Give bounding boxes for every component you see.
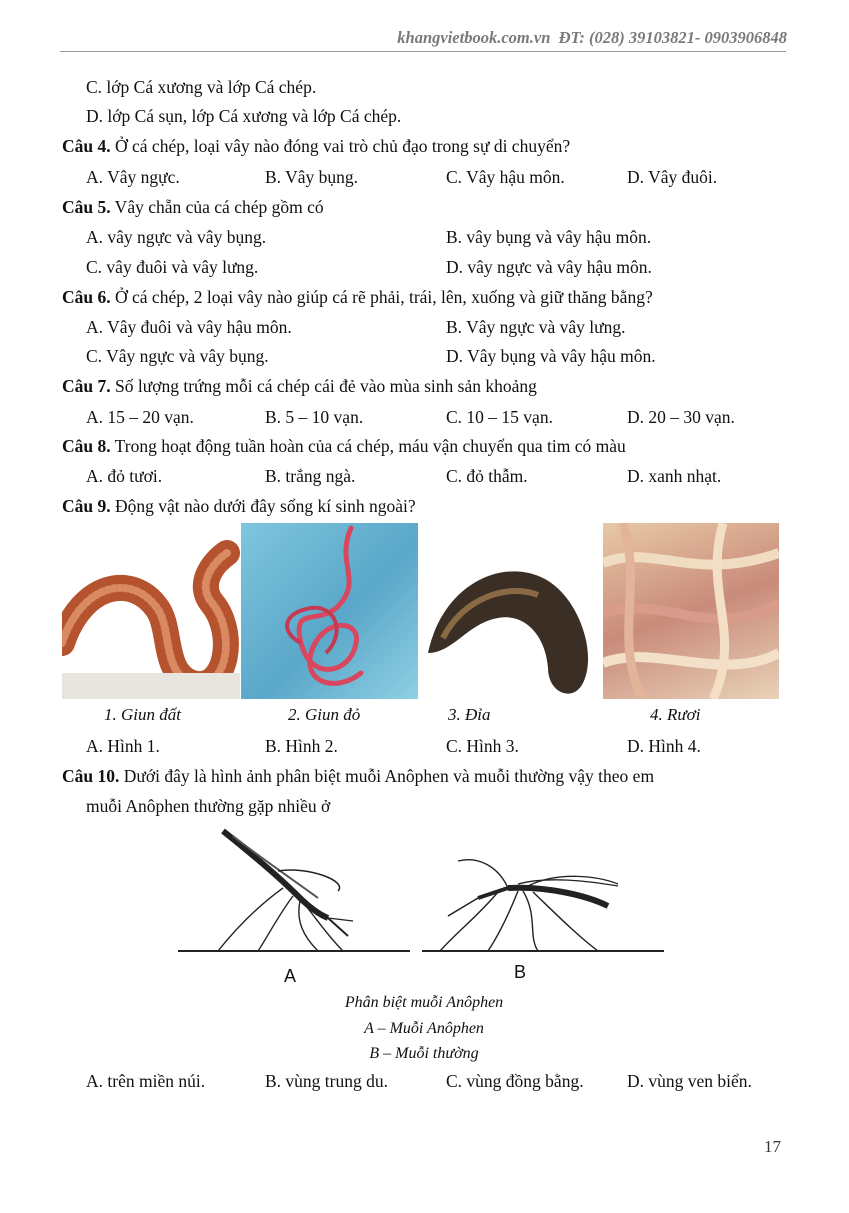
q6-option-b: B. Vây ngực và vây lưng. — [446, 317, 626, 337]
q7-option-b: B. 5 – 10 vạn. — [265, 407, 364, 427]
q8-option-c: C. đỏ thẫm. — [446, 466, 528, 486]
q5-option-c: C. vây đuôi và vây lưng. — [86, 257, 259, 277]
question-6 — [62, 287, 653, 308]
q7-option-d: D. 20 – 30 vạn. — [627, 407, 735, 427]
q4-option-c: C. Vây hậu môn. — [446, 167, 565, 187]
q6-option-d: D. Vây bụng và vây hậu môn. — [446, 346, 656, 366]
q5-text: Vây chẵn của cá chép gồm có — [110, 197, 324, 217]
q9-option-c: C. Hình 3. — [446, 736, 519, 756]
q4-option-b: B. Vây bụng. — [265, 167, 359, 187]
q6-label: Câu 6. — [62, 287, 111, 307]
question-7 — [62, 376, 537, 397]
mosquito-figure — [178, 826, 664, 956]
q10-option-d: D. vùng ven biển. — [627, 1071, 752, 1091]
question-5 — [62, 197, 324, 218]
fig1-caption: 1. Giun đất — [104, 705, 181, 724]
q6-option-c: C. Vây ngực và vây bụng. — [86, 346, 269, 366]
q8-option-d: D. xanh nhạt. — [627, 466, 722, 486]
q10-label: Câu 10. — [62, 766, 120, 786]
fig2-caption: 2. Giun đỏ — [288, 705, 361, 724]
q7-option-c: C. 10 – 15 vạn. — [446, 407, 553, 427]
q6-option-a: A. Vây đuôi và vây hậu môn. — [86, 317, 292, 337]
q9-text: Động vật nào dưới đây sống kí sinh ngoài? — [110, 496, 416, 516]
q7-label: Câu 7. — [62, 376, 111, 396]
q9-option-d: D. Hình 4. — [627, 736, 701, 756]
mosquito-caption-title: Phân biệt muỗi Anôphen — [344, 994, 504, 1011]
q5-option-a: A. vây ngực và vây bụng. — [86, 227, 267, 247]
q10-option-c: C. vùng đồng bằng. — [446, 1071, 584, 1091]
q7-option-a: A. 15 – 20 vạn. — [86, 407, 194, 427]
q5-option-b: B. vây bụng và vây hậu môn. — [446, 227, 652, 247]
fig-label-b: B — [514, 962, 527, 982]
header-divider — [60, 51, 786, 52]
header-phone: ĐT: (028) 39103821- 0903906848 — [558, 28, 787, 47]
q4-option-d: D. Vây đuôi. — [627, 167, 718, 187]
q3-option-c: C. lớp Cá xương và lớp Cá chép. — [86, 77, 317, 97]
fig3-caption: 3. Đỉa — [448, 705, 491, 724]
earthworm-image — [62, 523, 240, 699]
q8-label: Câu 8. — [62, 436, 111, 456]
q8-option-b: B. trắng ngà. — [265, 466, 356, 486]
leech-image — [423, 523, 600, 699]
fig4-caption: 4. Rươi — [650, 705, 701, 724]
q4-option-a: A. Vây ngực. — [86, 167, 180, 187]
q8-option-a: A. đỏ tươi. — [86, 466, 163, 486]
q7-text: Số lượng trứng mỗi cá chép cái đẻ vào mùa sinh sản khoảng — [110, 376, 537, 396]
q6-text: Ở cá chép, 2 loại vây nào giúp cá rẽ phải, trái, lên, xuống và giữ thăng bằng? — [110, 287, 653, 307]
mosquito-caption-b: B – Muỗi thường — [369, 1045, 479, 1062]
q8-text: Trong hoạt động tuần hoàn của cá chép, máu vận chuyển qua tim có màu — [110, 436, 626, 456]
mosquito-caption-a: A – Muỗi Anôphen — [364, 1020, 484, 1037]
q5-label: Câu 5. — [62, 197, 111, 217]
q3-option-d: D. lớp Cá sụn, lớp Cá xương và lớp Cá chép. — [86, 106, 402, 126]
q9-label: Câu 9. — [62, 496, 111, 516]
page-header — [397, 28, 787, 48]
question-8 — [62, 436, 626, 457]
red-worm-image — [241, 523, 418, 699]
q4-label: Câu 4. — [62, 136, 111, 156]
q10-option-b: B. vùng trung du. — [265, 1071, 388, 1091]
q10-option-a: A. trên miền núi. — [86, 1071, 206, 1091]
q9-option-a: A. Hình 1. — [86, 736, 160, 756]
header-site: khangvietbook.com.vn — [397, 28, 551, 47]
q4-text: Ở cá chép, loại vây nào đóng vai trò chủ đạo trong sự di chuyển? — [110, 136, 571, 156]
q9-option-b: B. Hình 2. — [265, 736, 338, 756]
question-4 — [62, 136, 570, 157]
q10-text: Dưới đây là hình ảnh phân biệt muỗi Anôphen và muỗi thường vậy theo em — [119, 766, 655, 786]
page-number: 17 — [764, 1137, 781, 1156]
question-9 — [62, 496, 416, 517]
q5-option-d: D. vây ngực và vây hậu môn. — [446, 257, 652, 277]
question-10 — [62, 766, 654, 787]
ragworm-image — [603, 523, 779, 699]
q10-text-line2: muỗi Anôphen thường gặp nhiều ở — [86, 796, 331, 816]
fig-label-a: A — [284, 966, 297, 986]
